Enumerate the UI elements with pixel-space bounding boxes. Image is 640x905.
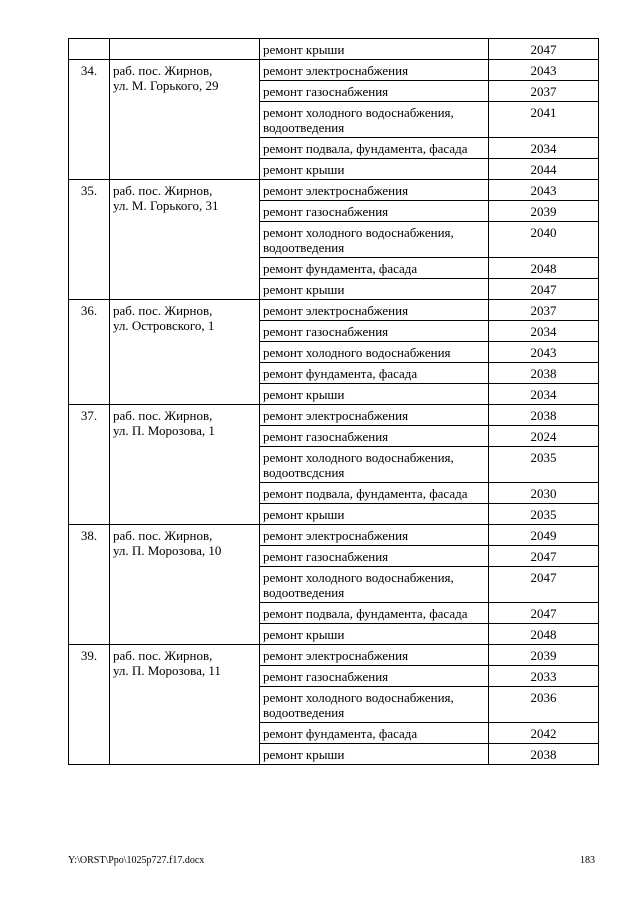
address-cell xyxy=(110,405,260,525)
table-row xyxy=(69,300,599,321)
work-type-cell: ремонт крыши xyxy=(260,384,489,405)
work-type-cell: ремонт электроснабжения xyxy=(260,525,489,546)
year-cell: 2048 xyxy=(489,624,599,645)
item-number-cell: 37. xyxy=(69,405,110,525)
work-type-cell: ремонт электроснабжения xyxy=(260,180,489,201)
year-cell: 2047 xyxy=(489,546,599,567)
year-cell: 2036 xyxy=(489,687,599,723)
table-row xyxy=(69,405,599,426)
work-type-cell: ремонт электроснабжения xyxy=(260,60,489,81)
year-cell: 2040 xyxy=(489,222,599,258)
year-cell: 2034 xyxy=(489,138,599,159)
work-type-cell: ремонт электроснабжения xyxy=(260,300,489,321)
table-row xyxy=(69,645,599,666)
year-cell: 2039 xyxy=(489,201,599,222)
year-cell: 2033 xyxy=(489,666,599,687)
address-line: раб. пос. Жирнов, xyxy=(113,648,213,663)
year-cell: 2037 xyxy=(489,81,599,102)
item-number-cell: 39. xyxy=(69,645,110,765)
work-type-cell: ремонт электроснабжения xyxy=(260,405,489,426)
address-line: ул. М. Горького, 31 xyxy=(113,198,219,213)
address-cell xyxy=(110,60,260,180)
year-cell: 2039 xyxy=(489,645,599,666)
work-type-cell: ремонт крыши xyxy=(260,504,489,525)
address-cell xyxy=(110,300,260,405)
address-line: ул. М. Горького, 29 xyxy=(113,78,219,93)
address-line: раб. пос. Жирнов, xyxy=(113,303,213,318)
address-line: ул. П. Морозова, 1 xyxy=(113,423,215,438)
work-type-cell: ремонт газоснабжения xyxy=(260,426,489,447)
schedule-body xyxy=(69,39,599,765)
year-cell: 2047 xyxy=(489,567,599,603)
work-type-cell: ремонт крыши xyxy=(260,624,489,645)
address-cell xyxy=(110,645,260,765)
table-row xyxy=(69,180,599,201)
work-type-cell: ремонт холодного водоснабжения, водоотведения xyxy=(260,687,489,723)
year-cell: 2042 xyxy=(489,723,599,744)
year-cell: 2047 xyxy=(489,603,599,624)
work-type-cell: ремонт газоснабжения xyxy=(260,201,489,222)
work-type-cell: ремонт холодного водоснабжения xyxy=(260,342,489,363)
repair-schedule-table xyxy=(68,38,599,765)
work-type-cell: ремонт холодного водоснабжения, водоотведения xyxy=(260,567,489,603)
year-cell: 2038 xyxy=(489,744,599,765)
year-cell: 2043 xyxy=(489,180,599,201)
year-cell: 2047 xyxy=(489,279,599,300)
work-type-cell: ремонт крыши xyxy=(260,159,489,180)
work-type-cell: ремонт газоснабжения xyxy=(260,666,489,687)
work-type-cell: ремонт крыши xyxy=(260,279,489,300)
year-cell: 2049 xyxy=(489,525,599,546)
work-type-cell: ремонт подвала, фундамента, фасада xyxy=(260,138,489,159)
work-type-cell: ремонт газоснабжения xyxy=(260,546,489,567)
address-line: ул. П. Морозова, 10 xyxy=(113,543,222,558)
year-cell: 2035 xyxy=(489,447,599,483)
year-cell: 2048 xyxy=(489,258,599,279)
year-cell: 2041 xyxy=(489,102,599,138)
year-cell: 2030 xyxy=(489,483,599,504)
year-cell: 2034 xyxy=(489,321,599,342)
address-cell xyxy=(110,525,260,645)
item-number-cell: 34. xyxy=(69,60,110,180)
work-type-cell: ремонт подвала, фундамента, фасада xyxy=(260,603,489,624)
item-number-cell: 35. xyxy=(69,180,110,300)
item-number-cell xyxy=(69,39,110,60)
work-type-cell: ремонт холодного водоснабжения, водоотведения xyxy=(260,222,489,258)
work-type-cell: ремонт газоснабжения xyxy=(260,81,489,102)
address-cell xyxy=(110,39,260,60)
year-cell: 2038 xyxy=(489,405,599,426)
file-path: Y:\ORST\Ppo\1025p727.f17.docx xyxy=(68,855,205,866)
work-type-cell: ремонт холодного водоснабжения, водоотведения xyxy=(260,102,489,138)
address-line: раб. пос. Жирнов, xyxy=(113,63,213,78)
work-type-cell: ремонт фундамента, фасада xyxy=(260,363,489,384)
address-line: раб. пос. Жирнов, xyxy=(113,528,213,543)
year-cell: 2035 xyxy=(489,504,599,525)
table-row xyxy=(69,60,599,81)
year-cell: 2024 xyxy=(489,426,599,447)
work-type-cell: ремонт крыши xyxy=(260,39,489,60)
address-line: раб. пос. Жирнов, xyxy=(113,183,213,198)
table-row xyxy=(69,525,599,546)
year-cell: 2044 xyxy=(489,159,599,180)
work-type-cell: ремонт фундамента, фасада xyxy=(260,723,489,744)
work-type-cell: ремонт подвала, фундамента, фасада xyxy=(260,483,489,504)
year-cell: 2034 xyxy=(489,384,599,405)
year-cell: 2038 xyxy=(489,363,599,384)
work-type-cell: ремонт газоснабжения xyxy=(260,321,489,342)
page-number: 183 xyxy=(580,855,595,866)
year-cell: 2043 xyxy=(489,342,599,363)
address-line: раб. пос. Жирнов, xyxy=(113,408,213,423)
item-number-cell: 36. xyxy=(69,300,110,405)
work-type-cell: ремонт крыши xyxy=(260,744,489,765)
work-type-cell: ремонт холодного водоснабжения, водоотвсдсния xyxy=(260,447,489,483)
address-line: ул. Островского, 1 xyxy=(113,318,215,333)
address-cell xyxy=(110,180,260,300)
item-number-cell: 38. xyxy=(69,525,110,645)
work-type-cell: ремонт фундамента, фасада xyxy=(260,258,489,279)
year-cell: 2047 xyxy=(489,39,599,60)
table-row xyxy=(69,39,599,60)
work-type-cell: ремонт электроснабжения xyxy=(260,645,489,666)
year-cell: 2037 xyxy=(489,300,599,321)
address-line: ул. П. Морозова, 11 xyxy=(113,663,221,678)
year-cell: 2043 xyxy=(489,60,599,81)
